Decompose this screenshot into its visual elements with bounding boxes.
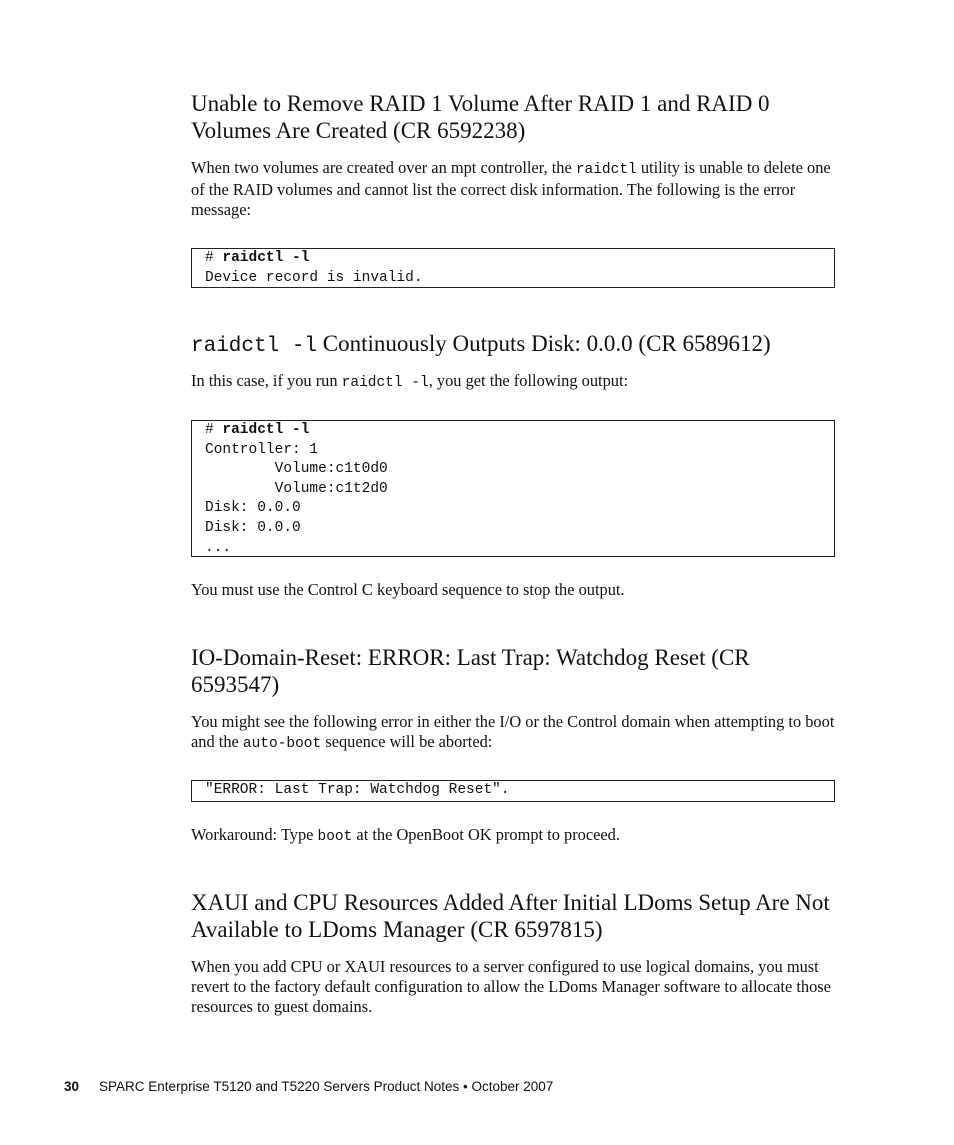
page-number: 30 xyxy=(64,1079,80,1094)
paragraph-text: You might see the following error in either the I/O or the Control domain when attempting to boot and the xyxy=(191,712,835,751)
inline-code: auto-boot xyxy=(242,736,322,752)
code-line: Volume:c1t2d0 xyxy=(205,480,388,497)
code-block-raidctl-output xyxy=(191,420,835,557)
section-heading-xaui-cpu: XAUI and CPU Resources Added After Initial LDoms Setup Are Not Available to LDoms Manager (CR 6597815) xyxy=(191,890,830,942)
code-line: Volume:c1t0d0 xyxy=(205,461,388,478)
inline-code: raidctl -l xyxy=(341,375,429,391)
section-heading-raid-volume: Unable to Remove RAID 1 Volume After RAID 1 and RAID 0 Volumes Are Created (CR 6592238) xyxy=(191,91,770,143)
code-line: "ERROR: Last Trap: Watchdog Reset". xyxy=(205,782,510,798)
code-line: ... xyxy=(205,539,232,556)
code-line-output: Device record is invalid. xyxy=(205,269,423,286)
section-heading-io-domain-reset: IO-Domain-Reset: ERROR: Last Trap: Watchdog Reset (CR 6593547) xyxy=(191,645,750,697)
footer-date: October 2007 xyxy=(471,1079,554,1094)
code-block-watchdog-error xyxy=(191,780,835,802)
paragraph-text: utility is unable to delete one of the RAID volumes and cannot list the correct disk information. The following is the error message: xyxy=(191,158,831,219)
section-heading-raidctl-outputs xyxy=(191,330,837,360)
footer-separator: • xyxy=(463,1079,468,1094)
code-line-command xyxy=(205,249,834,269)
section-paragraph-workaround xyxy=(191,825,837,847)
section-paragraph-io-domain xyxy=(191,712,837,754)
code-line-command xyxy=(205,421,834,441)
heading-code: raidctl -l xyxy=(191,335,318,358)
section-paragraph-raidctl xyxy=(191,371,837,393)
paragraph-text: , you get the following output: xyxy=(428,371,629,390)
code-line: Disk: 0.0.0 xyxy=(205,519,301,536)
section-paragraph-raid-volume xyxy=(191,158,837,220)
code-block-raid-error xyxy=(191,248,835,288)
code-line: Disk: 0.0.0 xyxy=(205,500,301,517)
section-paragraph-xaui-cpu: When you add CPU or XAUI resources to a server configured to use logical domains, you must revert to the factory default configuration to allow the LDoms Manager software to allocate those resources to guest domains. xyxy=(191,957,831,1016)
paragraph-text: In this case, if you run xyxy=(191,371,342,390)
heading-text: Continuously Outputs Disk: 0.0.0 (CR 6589612) xyxy=(317,331,771,356)
prompt-symbol: # xyxy=(205,250,223,266)
section-paragraph-control-c: You must use the Control C keyboard sequence to stop the output. xyxy=(191,580,625,599)
page-footer xyxy=(64,1079,553,1095)
inline-code: boot xyxy=(317,829,353,845)
code-line: Controller: 1 xyxy=(205,441,319,458)
footer-title: SPARC Enterprise T5120 and T5220 Servers Product Notes xyxy=(99,1079,460,1094)
paragraph-text: Workaround: Type xyxy=(191,825,318,844)
prompt-symbol: # xyxy=(205,422,223,438)
command-text: raidctl -l xyxy=(222,250,310,266)
command-text: raidctl -l xyxy=(222,422,310,438)
paragraph-text: When two volumes are created over an mpt controller, the xyxy=(191,158,576,177)
paragraph-text: at the OpenBoot OK prompt to proceed. xyxy=(352,825,620,844)
inline-code: raidctl xyxy=(575,162,637,178)
paragraph-text: sequence will be aborted: xyxy=(321,732,493,751)
